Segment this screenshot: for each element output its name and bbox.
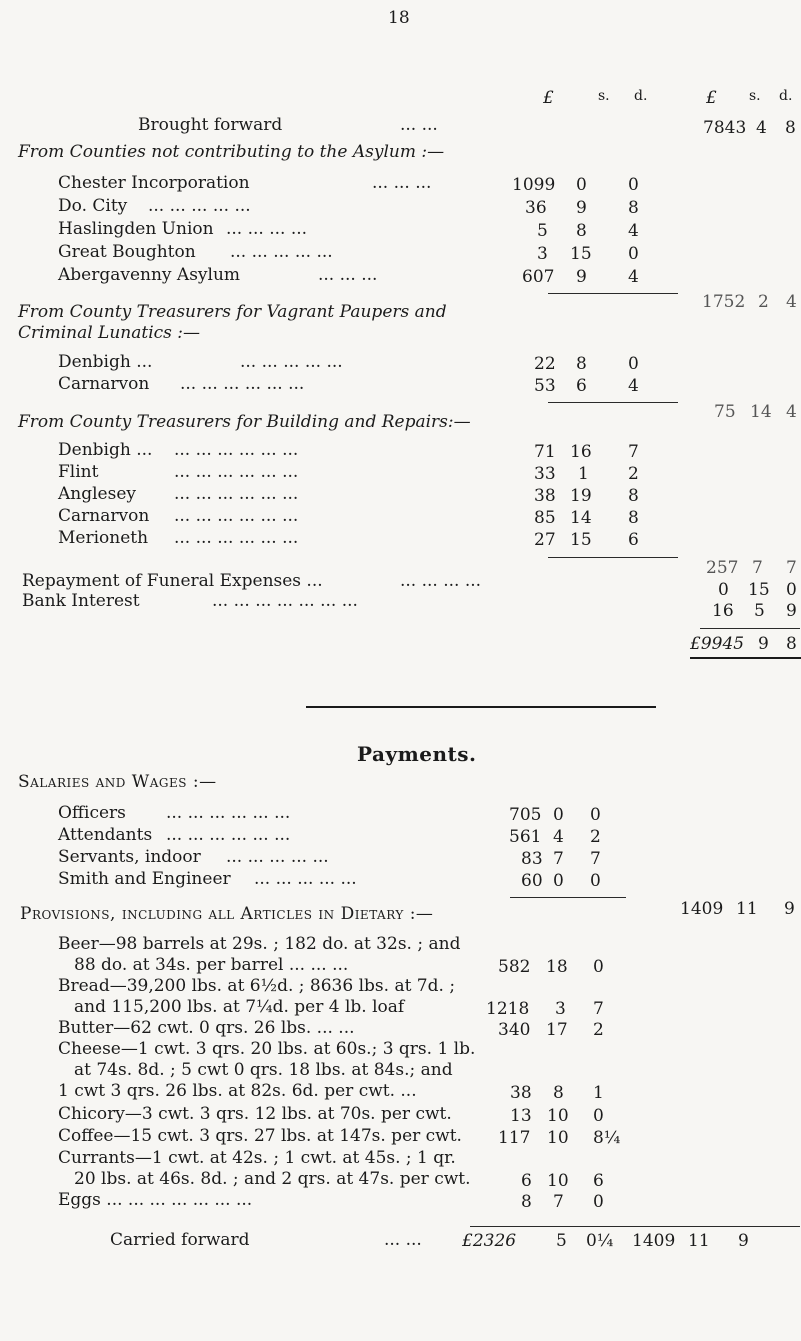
amount-pounds: 1099 (512, 175, 556, 195)
section-divider (306, 706, 656, 708)
amount-pounds: 71 (534, 442, 556, 462)
leader-dots: ... ... ... ... ... ... (174, 528, 299, 548)
amount-shillings: 10 (547, 1171, 569, 1191)
section-title-building: From County Treasurers for Building and Repairs:— (18, 412, 471, 432)
amount-shillings: 19 (570, 486, 592, 506)
amount-pence: 8 (628, 486, 639, 506)
amount-pounds: 582 (498, 957, 531, 977)
provision-text: 20 lbs. at 46s. 8d. ; and 2 qrs. at 47s. per cwt. (74, 1169, 471, 1189)
amount-pence: 4 (628, 267, 639, 287)
total-rule (700, 628, 800, 629)
row-label: Attendants (58, 825, 153, 845)
row-label: Carnarvon (58, 374, 150, 394)
leader-dots: ... ... ... (318, 265, 378, 285)
amount-shillings: 10 (547, 1128, 569, 1148)
amount-shillings: 8 (576, 221, 587, 241)
leader-dots: ... ... ... ... ... (254, 869, 357, 889)
provision-text: and 115,200 lbs. at 7¼d. per 4 lb. loaf (74, 997, 405, 1017)
leader-dots: ... ... ... ... ... (230, 242, 333, 262)
carried-rule (470, 1226, 800, 1227)
page-number: 18 (388, 8, 410, 28)
amount-pounds: 607 (522, 267, 555, 287)
row-label: Carnarvon (58, 506, 150, 526)
section3-total-shillings: 7 (752, 558, 763, 578)
leader-dots: ... ... ... ... (400, 571, 482, 591)
amount-shillings: 8 (553, 1083, 564, 1103)
row-label: Smith and Engineer (58, 869, 231, 889)
salaries-total-pence: 9 (784, 899, 795, 919)
leader-dots: ... ... ... (372, 173, 432, 193)
amount-shillings: 18 (546, 957, 568, 977)
salaries-total-shillings: 11 (736, 899, 758, 919)
provision-text: Chicory—3 cwt. 3 qrs. 12 lbs. at 70s. per cwt. (58, 1104, 452, 1124)
amount-pounds: 38 (534, 486, 556, 506)
grand-total-pence: 8 (786, 634, 797, 654)
amount-shillings: 0 (553, 805, 564, 825)
amount-shillings: 7 (553, 1192, 564, 1212)
payments-heading: Payments. (357, 742, 477, 766)
amount-pence: 8 (628, 198, 639, 218)
provision-text: Currants—1 cwt. at 42s. ; 1 cwt. at 45s. ; 1 qr. (58, 1148, 456, 1168)
provision-text: 88 do. at 34s. per barrel ... ... ... (74, 955, 349, 975)
amount-pounds: 340 (498, 1020, 531, 1040)
provision-text: Eggs ... ... ... ... ... ... ... (58, 1190, 253, 1210)
salaries-title: Salaries and Wages :— (18, 772, 217, 792)
section3-total-pence: 7 (786, 558, 797, 578)
leader-dots: ... ... ... ... ... (240, 352, 343, 372)
row-label: Anglesey (58, 484, 136, 504)
brought-forward-pence: 8 (785, 118, 796, 138)
amount-shillings: 16 (570, 442, 592, 462)
amount-pence: 4 (628, 376, 639, 396)
amount-shillings: 17 (546, 1020, 568, 1040)
provision-text: Bread—39,200 lbs. at 6½d. ; 8636 lbs. at 7d. ; (58, 976, 456, 996)
amount-pence: 2 (593, 1020, 604, 1040)
amount-pence: 7 (628, 442, 639, 462)
carried-forward-pence: 0¼ (586, 1231, 614, 1251)
amount-pounds: 33 (534, 464, 556, 484)
pound-header-1: £ (543, 88, 554, 108)
amount-pence: 7 (590, 849, 601, 869)
provisions-title: Provisions, including all Articles in Dietary :— (20, 904, 434, 924)
row-label: Officers (58, 803, 126, 823)
amount-pence: 8¼ (593, 1128, 621, 1148)
leader-dots: ... ... ... ... ... (148, 196, 251, 216)
subtotal-rule (548, 557, 678, 558)
bank-interest-pounds: 16 (712, 601, 734, 621)
subtotal-rule (548, 293, 678, 294)
amount-pounds: 117 (498, 1128, 531, 1148)
row-label: Chester Incorporation (58, 173, 250, 193)
amount-pence: 0 (593, 1192, 604, 1212)
amount-pence: 0 (593, 1106, 604, 1126)
row-label: Merioneth (58, 528, 149, 548)
row-label: Great Boughton (58, 242, 196, 262)
carried-forward-shillings: 5 (556, 1231, 567, 1251)
amount-pounds: 53 (534, 376, 556, 396)
leader-dots: ... ... ... ... ... (226, 847, 329, 867)
double-rule (690, 657, 801, 659)
row-label: Do. City (58, 196, 128, 216)
row-label: Abergavenny Asylum (58, 265, 241, 285)
amount-pounds: 705 (509, 805, 542, 825)
section3-total-pounds: 257 (706, 558, 739, 578)
carried-forward-total-pence: 9 (738, 1231, 749, 1251)
leader-dots: ... ... ... ... ... ... (174, 440, 299, 460)
brought-forward-label: Brought forward (138, 115, 283, 135)
subtotal-rule (548, 402, 678, 403)
provision-text: Beer—98 barrels at 29s. ; 182 do. at 32s. ; and (58, 934, 461, 954)
section1-total-pence: 4 (786, 292, 797, 312)
carried-forward-total-pounds: 1409 (632, 1231, 676, 1251)
amount-pounds: 3 (537, 244, 548, 264)
brought-forward-pounds: 7843 (703, 118, 747, 138)
amount-shillings: 10 (547, 1106, 569, 1126)
leader-dots: ... ... ... ... ... ... (174, 484, 299, 504)
repayment-label: Repayment of Funeral Expenses ... (22, 571, 323, 591)
subtotal-rule (510, 897, 626, 898)
leader-dots: ... ... ... ... ... ... (166, 825, 291, 845)
row-label: Flint (58, 462, 99, 482)
amount-shillings: 15 (570, 244, 592, 264)
bank-interest-pence: 9 (786, 601, 797, 621)
amount-shillings: 6 (576, 376, 587, 396)
amount-pence: 0 (628, 244, 639, 264)
amount-shillings: 8 (576, 354, 587, 374)
amount-shillings: 9 (576, 267, 587, 287)
provision-text: Cheese—1 cwt. 3 qrs. 20 lbs. at 60s.; 3 qrs. 1 lb. (58, 1039, 476, 1059)
amount-shillings: 1 (578, 464, 589, 484)
amount-shillings: 3 (555, 999, 566, 1019)
amount-shillings: 14 (570, 508, 592, 528)
amount-shillings: 0 (553, 871, 564, 891)
section-title-vagrant: From County Treasurers for Vagrant Paupers and (18, 302, 447, 322)
amount-pence: 0 (590, 805, 601, 825)
amount-shillings: 7 (553, 849, 564, 869)
carried-forward-total-shillings: 11 (688, 1231, 710, 1251)
amount-pence: 2 (628, 464, 639, 484)
amount-pence: 0 (593, 957, 604, 977)
brought-forward-shillings: 4 (756, 118, 767, 138)
row-label: Denbigh ... (58, 352, 153, 372)
amount-pounds: 5 (537, 221, 548, 241)
amount-pence: 6 (628, 530, 639, 550)
repayment-shillings: 15 (748, 580, 770, 600)
section2-total-shillings: 14 (750, 402, 772, 422)
amount-pence: 1 (593, 1083, 604, 1103)
repayment-pounds: 0 (718, 580, 729, 600)
leader-dots: ... ... ... ... ... ... (174, 462, 299, 482)
amount-pounds: 83 (521, 849, 543, 869)
pence-header-1: d. (634, 88, 648, 104)
amount-pence: 8 (628, 508, 639, 528)
carried-forward-pounds: £2326 (462, 1231, 517, 1251)
amount-pounds: 60 (521, 871, 543, 891)
amount-pence: 4 (628, 221, 639, 241)
row-label: Servants, indoor (58, 847, 201, 867)
amount-pounds: 13 (510, 1106, 532, 1126)
section1-total-pounds: 1752 (702, 292, 746, 312)
shilling-header-2: s. (749, 88, 761, 104)
amount-pounds: 38 (510, 1083, 532, 1103)
amount-shillings: 9 (576, 198, 587, 218)
amount-pounds: 561 (509, 827, 542, 847)
amount-pence: 0 (628, 175, 639, 195)
amount-shillings: 0 (576, 175, 587, 195)
provision-text: 1 cwt 3 qrs. 26 lbs. at 82s. 6d. per cwt. ... (58, 1081, 417, 1101)
amount-pounds: 1218 (486, 999, 530, 1019)
amount-pence: 0 (628, 354, 639, 374)
shilling-header-1: s. (598, 88, 610, 104)
amount-pounds: 36 (525, 198, 547, 218)
amount-pounds: 85 (534, 508, 556, 528)
grand-total-pounds: £9945 (690, 634, 745, 654)
amount-pounds: 8 (521, 1192, 532, 1212)
leader-dots: ... ... ... ... ... ... (166, 803, 291, 823)
pence-header-2: d. (779, 88, 793, 104)
leader-dots: ... ... ... ... ... ... ... (212, 591, 358, 611)
leader-dots: ... ... ... ... ... ... (180, 374, 305, 394)
leader-dots: ... ... ... ... (226, 219, 308, 239)
provision-text: Coffee—15 cwt. 3 qrs. 27 lbs. at 147s. per cwt. (58, 1126, 462, 1146)
section-title-counties: From Counties not contributing to the Asylum :— (18, 142, 445, 162)
leader-dots: ... ... ... ... ... ... (174, 506, 299, 526)
pound-header-2: £ (706, 88, 717, 108)
provision-text: Butter—62 cwt. 0 qrs. 26 lbs. ... ... (58, 1018, 355, 1038)
section1-total-shillings: 2 (758, 292, 769, 312)
amount-pence: 0 (590, 871, 601, 891)
carried-forward-label: Carried forward (110, 1230, 250, 1250)
salaries-total-pounds: 1409 (680, 899, 724, 919)
provision-text: at 74s. 8d. ; 5 cwt 0 qrs. 18 lbs. at 84s.; and (74, 1060, 453, 1080)
amount-pounds: 27 (534, 530, 556, 550)
amount-shillings: 4 (553, 827, 564, 847)
amount-pounds: 6 (521, 1171, 532, 1191)
row-label: Denbigh ... (58, 440, 153, 460)
grand-total-shillings: 9 (758, 634, 769, 654)
leader-dots: ... ... (384, 1230, 422, 1250)
bank-interest-label: Bank Interest (22, 591, 140, 611)
amount-shillings: 15 (570, 530, 592, 550)
row-label: Haslingden Union (58, 219, 214, 239)
repayment-pence: 0 (786, 580, 797, 600)
amount-pence: 6 (593, 1171, 604, 1191)
amount-pence: 2 (590, 827, 601, 847)
amount-pounds: 22 (534, 354, 556, 374)
section-title-vagrant-cont: Criminal Lunatics :— (18, 323, 201, 343)
section2-total-pounds: 75 (714, 402, 736, 422)
bank-interest-shillings: 5 (754, 601, 765, 621)
section2-total-pence: 4 (786, 402, 797, 422)
leader-dots: ... ... (400, 115, 438, 135)
amount-pence: 7 (593, 999, 604, 1019)
